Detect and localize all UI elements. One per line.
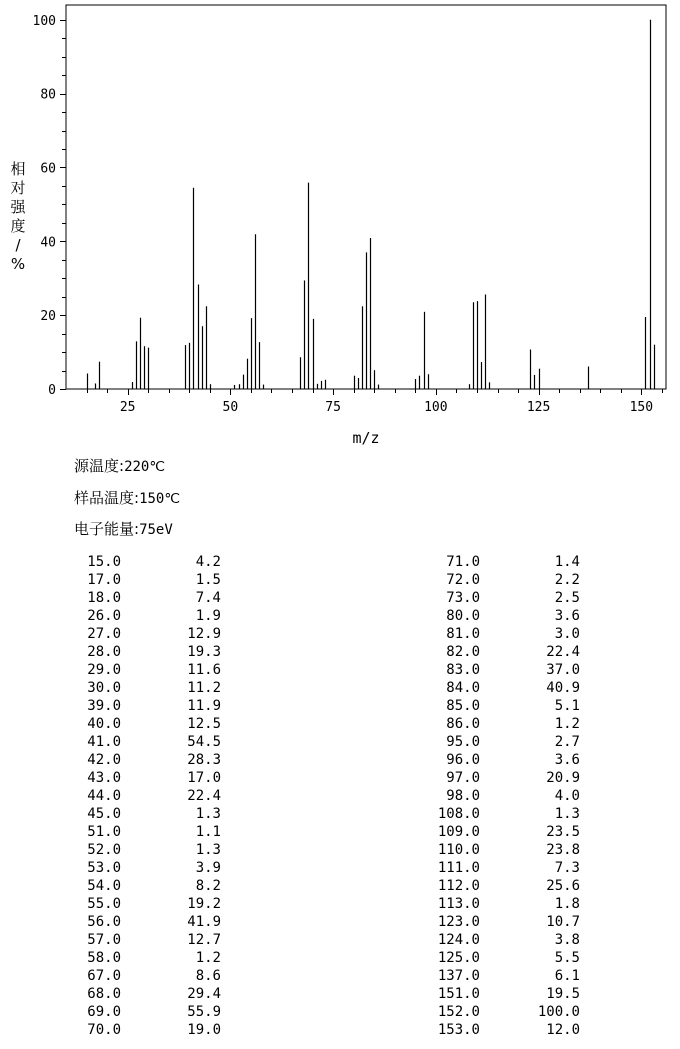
intensity-value: 5.5 xyxy=(554,950,580,966)
mz-value: 80.0 xyxy=(446,608,480,624)
mz-value: 124.0 xyxy=(437,932,480,948)
mz-value: 45.0 xyxy=(87,806,121,822)
mz-value: 29.0 xyxy=(87,662,121,678)
intensity-value: 19.5 xyxy=(546,986,580,1002)
electron-energy-value: 75eV xyxy=(139,522,173,538)
intensity-value: 1.3 xyxy=(554,806,580,822)
sample-temperature-label: 样品温度: xyxy=(74,489,140,507)
mz-value: 85.0 xyxy=(446,698,480,714)
mz-value: 52.0 xyxy=(87,842,121,858)
sample-temperature xyxy=(74,487,180,508)
intensity-value: 17.0 xyxy=(187,770,221,786)
source-temperature xyxy=(74,455,165,476)
intensity-value: 1.2 xyxy=(554,716,580,732)
sample-temperature-value: 150℃ xyxy=(139,491,181,507)
y-axis-label-char: / xyxy=(15,236,21,254)
intensity-value: 2.7 xyxy=(554,734,580,750)
intensity-value: 19.3 xyxy=(187,644,221,660)
intensity-value: 1.3 xyxy=(195,806,221,822)
intensity-value: 25.6 xyxy=(546,878,580,894)
intensity-value: 2.2 xyxy=(554,572,580,588)
intensity-value: 1.2 xyxy=(195,950,221,966)
mz-value: 81.0 xyxy=(446,626,480,642)
intensity-value: 12.7 xyxy=(187,932,221,948)
intensity-value: 22.4 xyxy=(546,644,580,660)
mz-value: 41.0 xyxy=(87,734,121,750)
intensity-value: 6.1 xyxy=(554,968,580,984)
y-tick-label: 40 xyxy=(40,235,56,251)
mz-value: 30.0 xyxy=(87,680,121,696)
mz-value: 108.0 xyxy=(437,806,480,822)
intensity-value: 12.9 xyxy=(187,626,221,642)
mz-value: 44.0 xyxy=(87,788,121,804)
intensity-value: 11.6 xyxy=(187,662,221,678)
mz-value: 84.0 xyxy=(446,680,480,696)
intensity-value: 3.9 xyxy=(195,860,221,876)
mz-value: 113.0 xyxy=(437,896,480,912)
mz-value: 26.0 xyxy=(87,608,121,624)
mz-value: 67.0 xyxy=(87,968,121,984)
y-axis-label-char: % xyxy=(10,255,26,273)
mz-value: 55.0 xyxy=(87,896,121,912)
mz-value: 73.0 xyxy=(446,590,480,606)
mass-spectrum-chart xyxy=(0,0,680,450)
intensity-value: 3.8 xyxy=(554,932,580,948)
intensity-value: 3.6 xyxy=(554,752,580,768)
intensity-value: 8.6 xyxy=(195,968,221,984)
y-tick-label: 100 xyxy=(32,13,56,29)
mz-value: 83.0 xyxy=(446,662,480,678)
mz-value: 111.0 xyxy=(437,860,480,876)
intensity-value: 22.4 xyxy=(187,788,221,804)
x-tick-label: 100 xyxy=(424,400,448,415)
mz-value: 43.0 xyxy=(87,770,121,786)
mz-value: 153.0 xyxy=(437,1022,480,1038)
chart-bars xyxy=(88,20,655,389)
mz-value: 71.0 xyxy=(446,554,480,570)
electron-energy xyxy=(74,518,173,539)
mz-value: 86.0 xyxy=(446,716,480,732)
mz-value: 112.0 xyxy=(437,878,480,894)
y-tick-label: 80 xyxy=(40,87,56,103)
mz-value: 125.0 xyxy=(437,950,480,966)
intensity-value: 1.4 xyxy=(554,554,580,570)
intensity-value: 5.1 xyxy=(554,698,580,714)
mz-value: 151.0 xyxy=(437,986,480,1002)
mz-value: 18.0 xyxy=(87,590,121,606)
y-tick-label: 0 xyxy=(48,383,56,398)
mz-value: 137.0 xyxy=(437,968,480,984)
mz-value: 69.0 xyxy=(87,1004,121,1020)
intensity-value: 19.2 xyxy=(187,896,221,912)
mz-value: 54.0 xyxy=(87,878,121,894)
x-tick-label: 125 xyxy=(526,400,551,415)
mz-value: 51.0 xyxy=(87,824,121,840)
mz-value: 53.0 xyxy=(87,860,121,876)
intensity-value: 37.0 xyxy=(546,662,580,678)
mz-value: 28.0 xyxy=(87,644,121,660)
mz-value: 68.0 xyxy=(87,986,121,1002)
mz-value: 42.0 xyxy=(87,752,121,768)
mz-value: 39.0 xyxy=(87,698,121,714)
intensity-value: 3.0 xyxy=(554,626,580,642)
intensity-value: 23.8 xyxy=(546,842,580,858)
mz-value: 97.0 xyxy=(446,770,480,786)
mz-value: 109.0 xyxy=(437,824,480,840)
intensity-value: 55.9 xyxy=(187,1004,221,1020)
intensity-value: 1.1 xyxy=(195,824,221,840)
x-tick-label: 50 xyxy=(222,400,239,415)
intensity-value: 2.5 xyxy=(554,590,580,606)
mz-value: 152.0 xyxy=(437,1004,480,1020)
intensity-value: 7.3 xyxy=(554,860,580,876)
intensity-value: 54.5 xyxy=(187,734,221,750)
mz-value: 58.0 xyxy=(87,950,121,966)
chart-ticks xyxy=(33,14,663,415)
mz-value: 95.0 xyxy=(446,734,480,750)
mz-value: 96.0 xyxy=(446,752,480,768)
mz-value: 82.0 xyxy=(446,644,480,660)
intensity-value: 20.9 xyxy=(546,770,580,786)
mz-value: 56.0 xyxy=(87,914,121,930)
intensity-value: 8.2 xyxy=(195,878,221,894)
intensity-value: 28.3 xyxy=(187,752,221,768)
intensity-value: 12.0 xyxy=(546,1022,580,1038)
intensity-value: 10.7 xyxy=(546,914,580,930)
x-tick-label: 150 xyxy=(629,400,654,415)
y-tick-label: 20 xyxy=(40,309,56,325)
y-tick-label: 60 xyxy=(40,161,56,177)
y-axis-label-char: 对 xyxy=(10,179,26,197)
mz-value: 15.0 xyxy=(87,554,121,570)
mz-value: 40.0 xyxy=(87,716,121,732)
intensity-value: 3.6 xyxy=(554,608,580,624)
mz-value: 70.0 xyxy=(87,1022,121,1038)
intensity-value: 11.9 xyxy=(187,698,221,714)
intensity-value: 1.5 xyxy=(195,572,221,588)
intensity-value: 41.9 xyxy=(187,914,221,930)
x-axis-label: m/z xyxy=(352,429,380,447)
intensity-value: 40.9 xyxy=(546,680,580,696)
y-axis-label xyxy=(8,160,28,274)
intensity-value: 1.9 xyxy=(195,608,221,624)
intensity-value: 11.2 xyxy=(187,680,221,696)
electron-energy-label: 电子能量: xyxy=(74,520,140,538)
intensity-value: 1.8 xyxy=(554,896,580,912)
x-tick-label: 75 xyxy=(325,400,341,415)
intensity-value: 23.5 xyxy=(546,824,580,840)
intensity-value: 7.4 xyxy=(195,590,221,606)
intensity-value: 12.5 xyxy=(187,716,221,732)
intensity-value: 100.0 xyxy=(537,1004,580,1020)
mz-value: 27.0 xyxy=(87,626,121,642)
source-temperature-value: 220℃ xyxy=(124,459,166,475)
x-tick-label: 25 xyxy=(119,400,136,415)
mz-value: 110.0 xyxy=(437,842,480,858)
mz-value: 98.0 xyxy=(446,788,480,804)
intensity-value: 4.0 xyxy=(554,788,580,804)
intensity-value: 1.3 xyxy=(195,842,221,858)
mz-value: 57.0 xyxy=(87,932,121,948)
intensity-value: 29.4 xyxy=(187,986,221,1002)
y-axis-label-char: 度 xyxy=(10,217,26,235)
mz-value: 17.0 xyxy=(87,572,121,588)
mz-value: 123.0 xyxy=(437,914,480,930)
intensity-value: 19.0 xyxy=(187,1022,221,1038)
intensity-value: 4.2 xyxy=(195,554,221,570)
y-axis-label-char: 强 xyxy=(10,198,26,216)
mz-value: 72.0 xyxy=(446,572,480,588)
source-temperature-label: 源温度: xyxy=(74,457,125,475)
y-axis-label-char: 相 xyxy=(10,160,26,178)
